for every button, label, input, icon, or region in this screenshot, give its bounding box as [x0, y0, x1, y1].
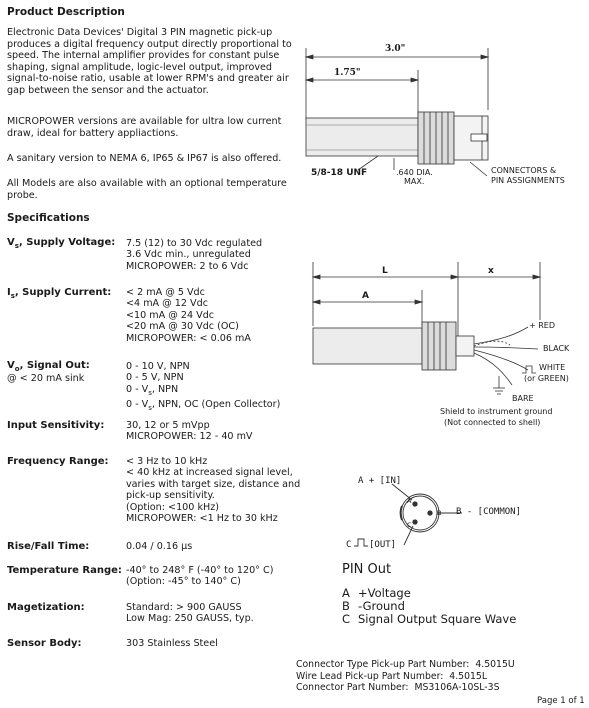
diameter-line: MAX. [404, 177, 425, 186]
description-line: MICROPOWER versions are available for ultra low current [7, 116, 282, 127]
wire-black-label: BLACK [543, 344, 570, 353]
spec-value-text: 0 - V [126, 383, 149, 395]
spec-value-line: varies with target size, distance and [126, 478, 301, 490]
spec-value-line: <10 mA @ 24 Vdc [126, 309, 215, 321]
spec-value-text: , NPN [151, 383, 179, 395]
spec-label-symbol: V [7, 360, 15, 371]
spec-value-line: (Option: -45° to 140° C) [126, 576, 241, 588]
spec-value-text: , NPN, OC (Open Collector) [151, 399, 281, 411]
spec-value-line: 0 - 10 V, NPN [126, 361, 190, 372]
dim-l: L [382, 266, 388, 276]
spec-value-line: (Option: <100 kHz) [126, 501, 219, 513]
spec-value-line: 0 - 5 V, NPN [126, 372, 184, 384]
spec-value-line: < 2 mA @ 5 Vdc [126, 287, 205, 298]
spec-label-signal-out-sink: @ < 20 mA sink [7, 373, 85, 384]
connector-face-pin-c: C [407, 521, 412, 529]
wire-bare-label: BARE [512, 394, 534, 403]
part-number-row [296, 682, 515, 694]
pin-out-desc: +Voltage [358, 586, 411, 600]
description-line: All Models are also available with an optional temperature [7, 178, 287, 189]
wire-white-label: WHITE [539, 363, 566, 372]
connector-face-pin-a: A [407, 497, 412, 505]
description-line: speed. The internal amplifier provides for constant pulse [7, 50, 280, 62]
spec-label-magnetization: Magetization: [7, 602, 85, 613]
connector-face-pin-b: B [437, 509, 442, 517]
pin-out-pin: B [342, 599, 350, 613]
description-line: produces a digital frequency output directly proportional to [7, 38, 292, 50]
spec-value-line: < 40 kHz at increased signal level, [126, 467, 293, 479]
part-number-label: Wire Lead Pick-up Part Number: [296, 670, 444, 682]
part-number-value: 4.5015L [449, 670, 488, 682]
spec-label-subscript: s [14, 242, 19, 250]
spec-label-input-sensitivity: Input Sensitivity: [7, 420, 105, 431]
thread-spec: 5/8-18 UNF [311, 168, 368, 178]
description-line: shaping, signal amplitude, logic-level output, improved [7, 61, 272, 73]
spec-value-subscript: s [148, 404, 152, 413]
spec-label-rise-fall: Rise/Fall Time: [7, 541, 90, 552]
part-number-value: MS3106A-10SL-3S [414, 682, 500, 693]
spec-value-line: MICROPOWER: <1 Hz to 30 kHz [126, 513, 278, 525]
spec-value-line: -40° to 248° F (-40° to 120° C) [126, 565, 274, 576]
spec-label-text: , Supply Voltage: [18, 237, 116, 248]
spec-label-temperature-range: Temperature Range: [7, 565, 122, 576]
spec-label-frequency-range: Frequency Range: [7, 456, 109, 467]
spec-value-line: 30, 12 or 5 mVpp [126, 420, 210, 431]
pin-out-pin: A [342, 586, 350, 600]
spec-value-temperature-range [126, 565, 273, 588]
connector-pin-c-label: C [346, 540, 352, 550]
spec-value-line: Low Mag: 250 GAUSS, typ. [126, 613, 254, 625]
connector-pin-a-label: A + [IN] [358, 476, 402, 486]
spec-value-line: MICROPOWER: < 0.06 mA [126, 332, 251, 344]
pin-out-desc: Signal Output Square Wave [358, 612, 517, 626]
description-line: gap between the sensor and the actuator. [7, 84, 209, 96]
part-number-row [296, 659, 515, 671]
spec-label-symbol: I [7, 287, 11, 298]
pin-out-list [342, 587, 516, 626]
spec-value-line: < 3 Hz to 10 kHz [126, 456, 208, 467]
dim-overall-length: 3.0" [385, 44, 406, 54]
description-line: Electronic Data Devices' Digital 3 PIN magnetic pick-up [7, 27, 273, 38]
part-number-label: Connector Type Pick-up Part Number: [296, 659, 470, 670]
wire-red-label: + RED [529, 321, 556, 330]
spec-value-line: Standard: > 900 GAUSS [126, 602, 242, 613]
part-number-value: 4.5015U [475, 659, 515, 670]
dim-a: A [362, 291, 369, 301]
spec-label-sensor-body: Sensor Body: [7, 638, 82, 649]
pin-out-desc: -Ground [358, 599, 405, 613]
dim-short-length: 1.75" [334, 68, 361, 78]
spec-value-line: <4 mA @ 12 Vdc [126, 298, 208, 310]
pin-out-pin: C [342, 612, 351, 626]
wire-green-label: (or GREEN) [524, 374, 569, 383]
pin-out-row [342, 613, 516, 626]
connector-pin-b-label: B - [COMMON] [456, 507, 522, 517]
description-line: draw, ideal for battery appliactions. [7, 127, 179, 139]
shield-note-line: (Not connected to shell) [444, 418, 541, 427]
page-number: Page 1 of 1 [537, 696, 585, 706]
spec-label-text: , Supply Current: [14, 287, 112, 298]
spec-value-sensor-body: 303 Stainless Steel [126, 638, 218, 649]
spec-value-text: 0 - V [126, 399, 149, 411]
spec-value-magnetization [126, 602, 254, 625]
spec-value-line: 7.5 (12) to 30 Vdc regulated [126, 238, 263, 249]
specifications-heading: Specifications [7, 212, 90, 224]
spec-value-line: pick-up sensitivity. [126, 490, 215, 502]
product-description-heading: Product Description [7, 6, 125, 18]
part-number-label: Connector Part Number: [296, 682, 409, 693]
diameter-line: .640 DIA. [396, 168, 433, 177]
pin-out-title: PIN Out [342, 562, 392, 577]
spec-value-line: MICROPOWER: 12 - 40 mV [126, 431, 253, 443]
spec-label-symbol: V [7, 237, 15, 248]
description-line: signal-to-noise ratio, usable at lower RPM's and greater air [7, 73, 289, 85]
connector-note-line: PIN ASSIGNMENTS [491, 176, 565, 185]
part-number-row [296, 671, 515, 683]
description-line: probe. [7, 189, 38, 201]
connector-note-line: CONNECTORS & [491, 166, 557, 175]
spec-value-subscript: s [148, 388, 152, 397]
spec-value-line: 3.6 Vdc min., unregulated [126, 249, 251, 261]
spec-value-line: <20 mA @ 30 Vdc (OC) [126, 321, 239, 333]
spec-value-line: MICROPOWER: 2 to 6 Vdc [126, 260, 249, 272]
dim-x: x [488, 266, 494, 276]
spec-label-text: , Signal Out: [19, 360, 90, 371]
part-numbers [296, 659, 515, 694]
spec-label-subscript: o [14, 365, 20, 373]
spec-value-rise-fall: 0.04 / 0.16 µs [126, 541, 193, 552]
description-paragraph-3: A sanitary version to NEMA 6, IP65 & IP67 is also offered. [7, 153, 282, 164]
connector-pin-c-out: [OUT] [369, 540, 397, 550]
shield-note-line: Shield to instrument ground [440, 407, 553, 416]
spec-label-subscript: s [10, 292, 15, 300]
